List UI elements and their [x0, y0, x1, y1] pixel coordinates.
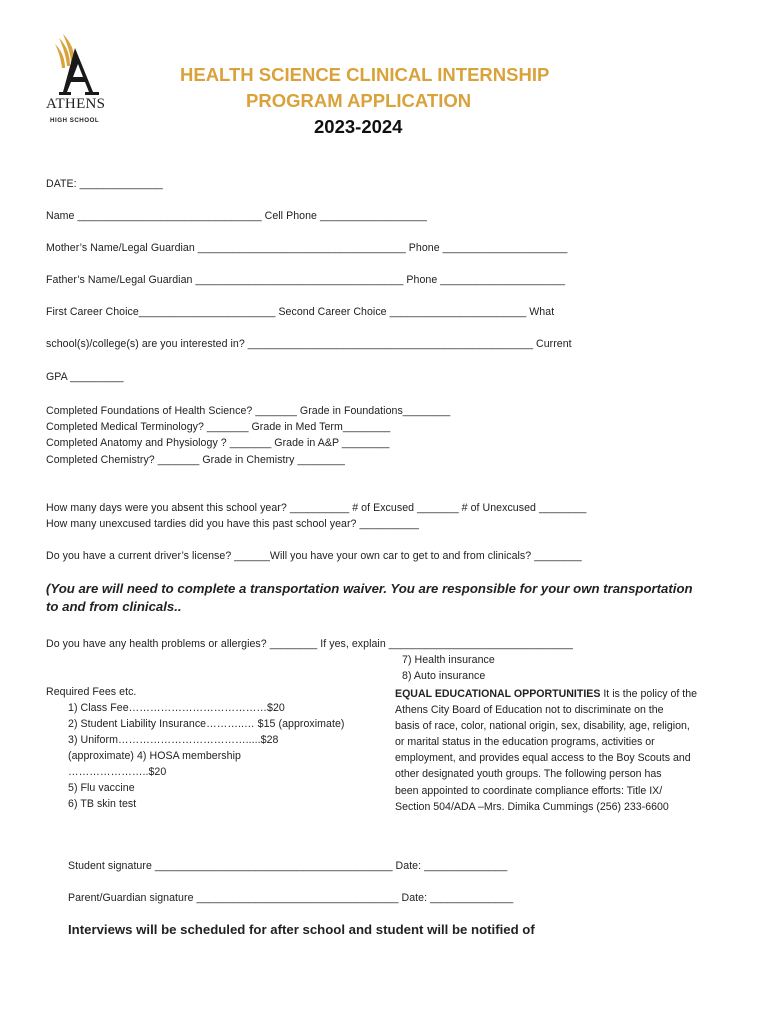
logo-subtitle: HIGH SCHOOL	[50, 117, 100, 124]
fee-health-insurance: 7) Health insurance	[402, 654, 495, 666]
logo-name: ATHENS	[46, 96, 106, 112]
eeo-line-8: Section 504/ADA –Mrs. Dimika Cummings (256) 233-6600	[395, 800, 669, 813]
name-phone-field[interactable]: Name _______________________________ Cell Phone __________________	[46, 210, 427, 222]
interviews-note: Interviews will be scheduled for after school and student will be notified of	[68, 922, 535, 937]
health-problems-field[interactable]: Do you have any health problems or allergies? ________ If yes, explain _______________________________	[46, 638, 573, 650]
page-title-line2: PROGRAM APPLICATION	[246, 90, 472, 111]
eeo-line-3: basis of race, color, national origin, sex, disability, age, religion,	[395, 720, 690, 733]
eeo-line-6: other designated youth groups. The following person has	[395, 768, 662, 781]
course-med-term[interactable]: Completed Medical Terminology? _______ Grade in Med Term________	[46, 421, 391, 433]
date-field[interactable]: DATE: ______________	[46, 178, 163, 190]
career-choice-field[interactable]: First Career Choice_______________________ Second Career Choice _______________________ What	[46, 306, 555, 318]
fee-uniform: 3) Uniform……………………………….....$28	[68, 734, 279, 746]
fee-hosa-amount: …………………..$20	[68, 766, 167, 778]
transport-waiver-note: (You are will need to complete a transportation waiver. You are responsible for your own transportation	[46, 581, 693, 596]
mother-guardian-field[interactable]: Mother’s Name/Legal Guardian ___________________________________ Phone _____________________	[46, 242, 568, 254]
course-foundations[interactable]: Completed Foundations of Health Science? _______ Grade in Foundations________	[46, 405, 451, 417]
eeo-line-5: employment, and provides equal access to the Boy Scouts and	[395, 752, 691, 765]
course-anatomy[interactable]: Completed Anatomy and Physiology ? _______ Grade in A&P ________	[46, 437, 390, 449]
athens-logo-icon	[45, 28, 109, 128]
tardies-field[interactable]: How many unexcused tardies did you have this past school year? __________	[46, 518, 419, 530]
transport-waiver-note-2: to and from clinicals..	[46, 599, 182, 614]
program-year: 2023-2024	[314, 116, 403, 137]
fee-hosa: (approximate) 4) HOSA membership	[68, 750, 241, 762]
eeo-line-7: been appointed to coordinate compliance efforts: Title IX/	[395, 784, 663, 797]
absences-field[interactable]: How many days were you absent this school year? __________ # of Excused _______ # of Unexcused ________	[46, 502, 587, 514]
fee-liability: 2) Student Liability Insurance………..… $15 (approximate)	[68, 718, 345, 730]
eeo-statement	[395, 686, 725, 815]
eeo-line-1: It is the policy of the	[600, 688, 697, 700]
eeo-line-4: or marital status in the education programs, activities or	[395, 736, 655, 749]
license-car-field[interactable]: Do you have a current driver’s license? ______Will you have your own car to get to and from clinicals? ________	[46, 550, 582, 562]
student-signature-field[interactable]: Student signature ________________________________________ Date: ______________	[68, 860, 508, 872]
fee-auto-insurance: 8) Auto insurance	[402, 670, 486, 682]
eeo-line-2: Athens City Board of Education not to discriminate on the	[395, 704, 664, 717]
course-chemistry[interactable]: Completed Chemistry? _______ Grade in Chemistry ________	[46, 454, 346, 466]
father-guardian-field[interactable]: Father’s Name/Legal Guardian ___________________________________ Phone _____________________	[46, 274, 566, 286]
fee-class: 1) Class Fee…………………………………$20	[68, 702, 285, 714]
school-interest-field[interactable]: school(s)/college(s) are you interested in? ________________________________________________ Current	[46, 338, 572, 350]
parent-signature-field[interactable]: Parent/Guardian signature __________________________________ Date: ______________	[68, 892, 514, 904]
eeo-heading: EQUAL EDUCATIONAL OPPORTUNITIES	[395, 688, 601, 700]
fee-tb: 6) TB skin test	[68, 798, 137, 810]
fee-flu: 5) Flu vaccine	[68, 782, 135, 794]
page-title-line1: HEALTH SCIENCE CLINICAL INTERNSHIP	[180, 64, 550, 85]
fees-heading: Required Fees etc.	[46, 686, 137, 698]
gpa-field[interactable]: GPA _________	[46, 371, 124, 383]
